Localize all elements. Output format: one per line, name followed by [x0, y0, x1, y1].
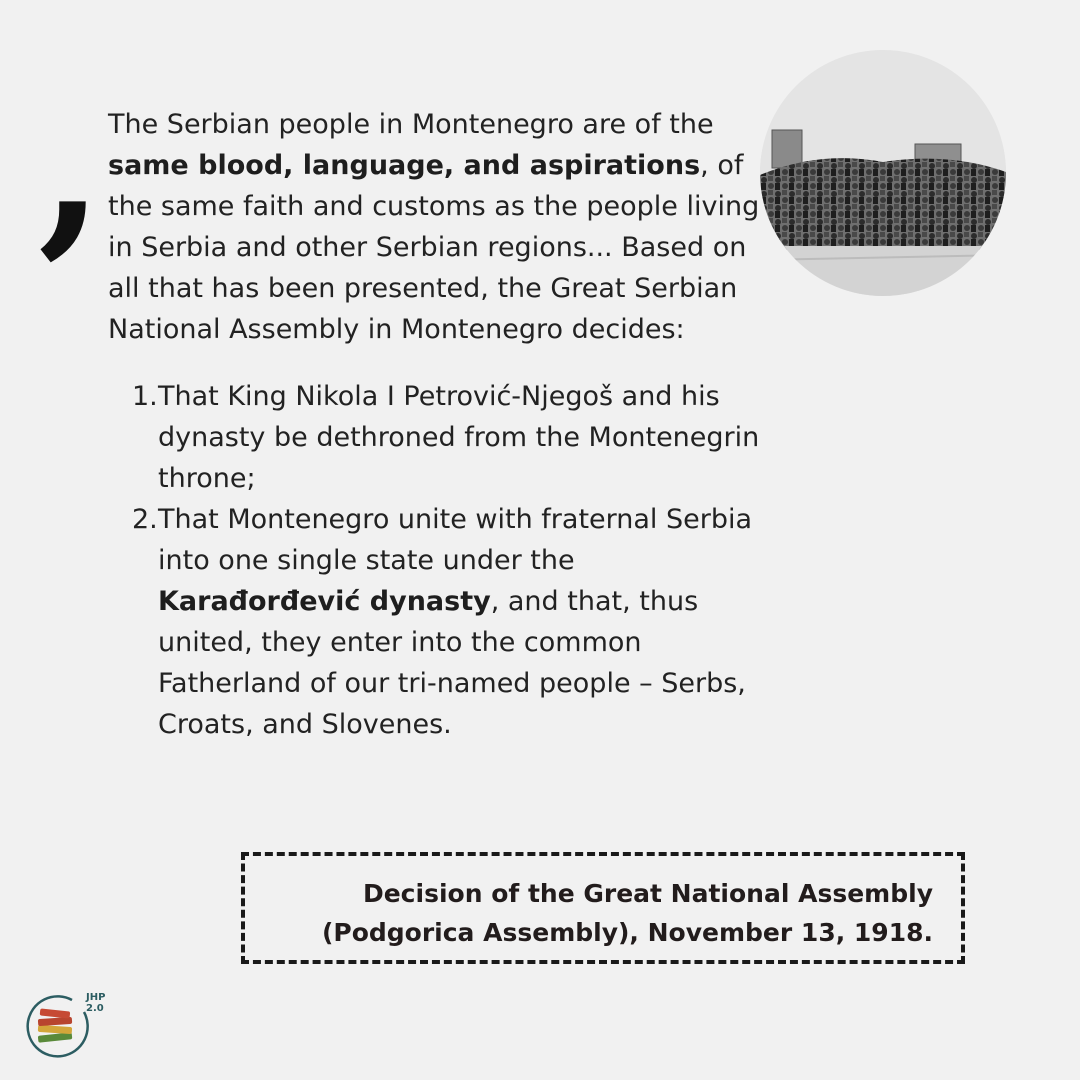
- dynasty-emphasis: Karađorđević dynasty: [158, 586, 491, 617]
- list-item: [108, 376, 768, 499]
- list-item: [108, 499, 768, 745]
- list-item-text: That King Nikola I Petrović-Njegoš and his dynasty be dethroned from the Montenegrin throne;: [158, 381, 760, 494]
- decision-list: [108, 376, 768, 745]
- citation-line-2: (Podgorica Assembly), November 13, 1918.: [321, 918, 933, 947]
- quote-emphasis: same blood, language, and aspirations: [108, 150, 701, 181]
- citation-box: [241, 852, 965, 964]
- citation: [322, 874, 933, 952]
- list-item-number: 2.: [132, 504, 158, 535]
- list-item-text: That Montenegro unite with fraternal Serbia into one single state under the Karađorđević dynasty, and that, thus united, they enter into the common Fatherland of our tri-named people – Serbs, Croats, and Slovenes.: [158, 504, 753, 740]
- brand-logo: [22, 992, 112, 1062]
- quote-text: [108, 104, 768, 745]
- historical-photo: [760, 50, 1006, 296]
- quote-mark-icon: ,: [38, 53, 105, 276]
- logo-text: JHP 2.0: [86, 992, 106, 1014]
- quote-intro: The Serbian people in Montenegro are of the same blood, language, and aspirations, of the same faith and customs as the people living in Serbia and other Serbian regions... Based on all that has been presented, the Great Serbian National Assembly in Montenegro decides:: [108, 109, 760, 345]
- list-item-number: 1.: [132, 381, 158, 412]
- assembly-crowd-photo: [760, 50, 1006, 296]
- citation-line-1: Decision of the Great National Assembly: [362, 879, 933, 908]
